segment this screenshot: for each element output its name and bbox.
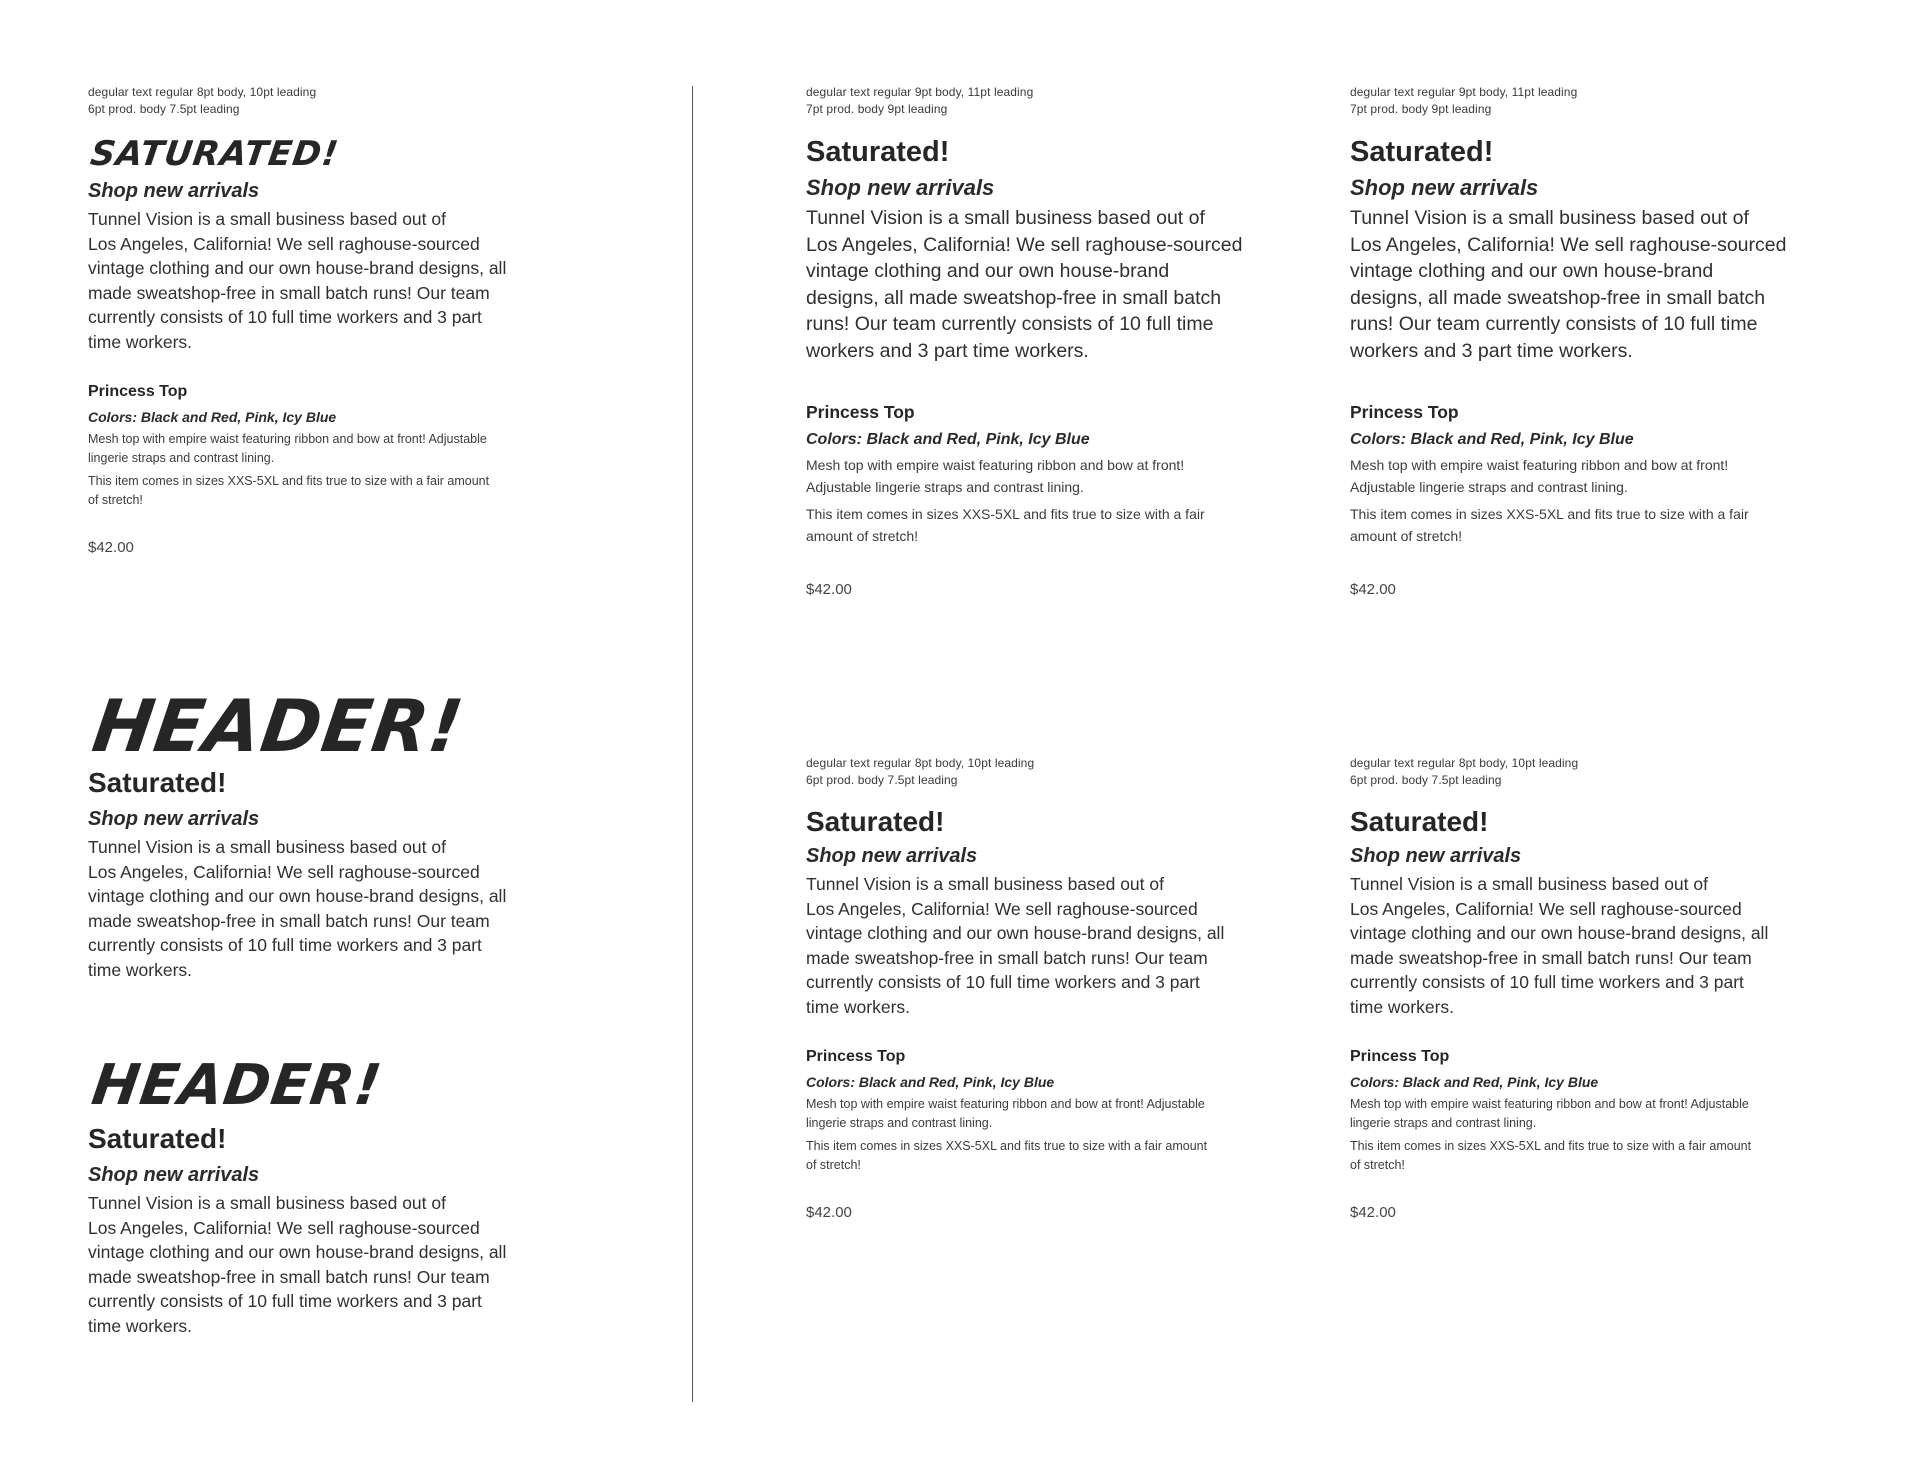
body-text: Tunnel Vision is a small business based out of Los Angeles, California! We sell raghouse-sourced vintage clothing and our own house-brand designs, all made sweatshop-free in small batch runs! Our team currently consists of 10 full time workers and 3 part time workers. [88,1193,507,1336]
body-text: Tunnel Vision is a small business based out of Los Angeles, California! We sell raghouse-sourced vintage clothing and our own house-brand designs, all made sweatshop-free in small batch runs! Our team currently consists of 10 full time workers and 3 part time workers. [806,207,1243,362]
subheading: Shop new arrivals [806,175,995,200]
column-divider [692,86,693,1402]
product-sizes: This item comes in sizes XXS-5XL and fits true to size with a fair amount of stretch! [1350,506,1749,544]
body-text: Tunnel Vision is a small business based out of Los Angeles, California! We sell raghouse-sourced vintage clothing and our own house-brand designs, all made sweatshop-free in small batch runs! Our team currently consists of 10 full time workers and 3 part time workers. [88,837,507,980]
heading-saturated: Saturated! [806,136,950,168]
heading-saturated: Saturated! [1350,806,1489,837]
script-heading-header: HEADER! [88,1053,386,1118]
spec-block-8pt-a [806,755,1306,1221]
product-price: $42.00 [1350,1204,1396,1221]
product-colors: Colors: Black and Red, Pink, Icy Blue [88,409,337,425]
product-description: Mesh top with empire waist featuring ribbon and bow at front! Adjustable lingerie straps and contrast lining. [1350,457,1729,495]
product-description: Mesh top with empire waist featuring ribbon and bow at front! Adjustable lingerie straps and contrast lining. [806,1097,1205,1130]
product-sizes: This item comes in sizes XXS-5XL and fits true to size with a fair amount of stretch! [88,474,490,507]
product-colors: Colors: Black and Red, Pink, Icy Blue [806,1074,1055,1090]
product-price: $42.00 [806,1204,852,1221]
subheading: Shop new arrivals [1350,175,1539,200]
heading-saturated: Saturated! [88,767,227,798]
product-description: Mesh top with empire waist featuring ribbon and bow at front! Adjustable lingerie straps and contrast lining. [1350,1097,1749,1130]
subheading: Shop new arrivals [88,1164,260,1186]
script-heading-header: HEADER! [87,684,469,768]
heading-saturated: Saturated! [1350,136,1494,168]
body-text: Tunnel Vision is a small business based out of Los Angeles, California! We sell raghouse-sourced vintage clothing and our own house-brand designs, all made sweatshop-free in small batch runs! Our team currently consists of 10 full time workers and 3 part time workers. [1350,207,1787,362]
heading-saturated: Saturated! [806,806,945,837]
spec-block-left-top [88,84,608,556]
product-sizes: This item comes in sizes XXS-5XL and fits true to size with a fair amount of stretch! [1350,1139,1752,1172]
product-title: Princess Top [1350,402,1459,422]
product-title: Princess Top [1350,1048,1450,1065]
product-sizes: This item comes in sizes XXS-5XL and fits true to size with a fair amount of stretch! [806,506,1205,544]
product-title: Princess Top [806,402,915,422]
subheading: Shop new arrivals [88,808,260,830]
body-text: Tunnel Vision is a small business based out of Los Angeles, California! We sell raghouse-sourced vintage clothing and our own house-brand designs, all made sweatshop-free in small batch runs! Our team currently consists of 10 full time workers and 3 part time workers. [806,874,1225,1017]
product-title: Princess Top [88,383,188,400]
subheading: Shop new arrivals [88,180,260,202]
header-block-large [88,686,608,982]
product-description: Mesh top with empire waist featuring ribbon and bow at front! Adjustable lingerie straps and contrast lining. [88,432,487,465]
product-colors: Colors: Black and Red, Pink, Icy Blue [806,431,1090,448]
product-sizes: This item comes in sizes XXS-5XL and fits true to size with a fair amount of stretch! [806,1139,1208,1172]
body-text: Tunnel Vision is a small business based out of Los Angeles, California! We sell raghouse-sourced vintage clothing and our own house-brand designs, all made sweatshop-free in small batch runs! Our team currently consists of 10 full time workers and 3 part time workers. [88,209,507,352]
body-text: Tunnel Vision is a small business based out of Los Angeles, California! We sell raghouse-sourced vintage clothing and our own house-brand designs, all made sweatshop-free in small batch runs! Our team currently consists of 10 full time workers and 3 part time workers. [1350,874,1769,1017]
heading-saturated: Saturated! [88,1123,227,1154]
product-colors: Colors: Black and Red, Pink, Icy Blue [1350,1074,1599,1090]
subheading: Shop new arrivals [1350,845,1522,867]
spec-block-8pt-b [1350,755,1870,1221]
header-block-medium [88,1054,608,1338]
spec-note: degular text regular 9pt body, 11pt leading 7pt prod. body 9pt leading [806,85,1034,116]
subheading: Shop new arrivals [806,845,978,867]
product-price: $42.00 [1350,581,1396,598]
product-price: $42.00 [88,539,134,556]
spec-block-9pt-b [1350,84,1870,598]
script-heading-saturated: SATURATED! [88,134,342,174]
spec-note: degular text regular 8pt body, 10pt leading 6pt prod. body 7.5pt leading [1350,756,1579,787]
spec-block-9pt-a [806,84,1306,598]
product-description: Mesh top with empire waist featuring ribbon and bow at front! Adjustable lingerie straps and contrast lining. [806,457,1185,495]
spec-note: degular text regular 8pt body, 10pt leading 6pt prod. body 7.5pt leading [806,756,1035,787]
spec-note: degular text regular 8pt body, 10pt leading 6pt prod. body 7.5pt leading [88,85,317,116]
spec-note: degular text regular 9pt body, 11pt leading 7pt prod. body 9pt leading [1350,85,1578,116]
product-colors: Colors: Black and Red, Pink, Icy Blue [1350,431,1634,448]
product-price: $42.00 [806,581,852,598]
product-title: Princess Top [806,1048,906,1065]
